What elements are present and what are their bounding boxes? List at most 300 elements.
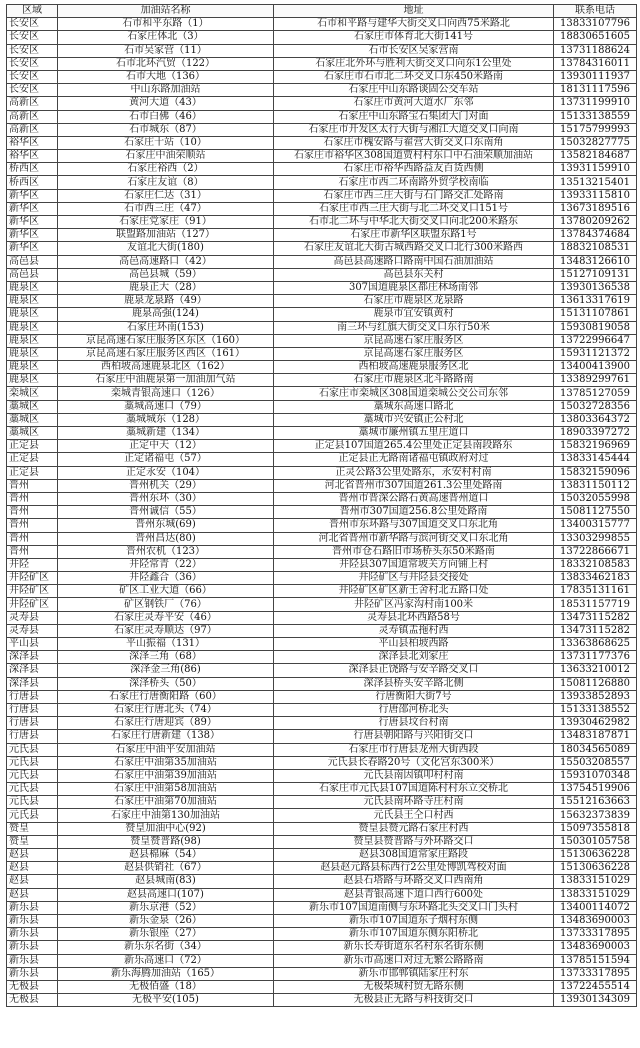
- cell-district: 鹿泉区: [7, 295, 58, 308]
- cell-station-name: 石家庄行唐迎宾（89）: [58, 717, 274, 730]
- cell-phone: 13400413900: [554, 361, 637, 374]
- cell-address: 井陉县307国道常坡关方向铺上村: [274, 558, 554, 571]
- cell-station-name: 石家庄环南(153): [58, 321, 274, 334]
- cell-address: 晋州市晋深公路石黄高速晋州道口: [274, 492, 554, 505]
- cell-district: 晋州: [7, 492, 58, 505]
- gas-station-table-container: [6, 4, 637, 1007]
- cell-station-name: 石家庄中油第70加油站: [58, 796, 274, 809]
- cell-address: 石家庄市石市北二环交叉口东450米路南: [274, 70, 554, 83]
- table-row: [7, 532, 637, 545]
- cell-district: 元氏县: [7, 743, 58, 756]
- cell-district: 元氏县: [7, 769, 58, 782]
- cell-district: 元氏县: [7, 756, 58, 769]
- cell-station-name: 石家庄仁达（31）: [58, 189, 274, 202]
- cell-phone: 13483126610: [554, 255, 637, 268]
- cell-address: 赵县赵元路县标西行2公里处博凯驾校对面: [274, 862, 554, 875]
- cell-address: 井陉矿区与井陉县交接处: [274, 572, 554, 585]
- table-row: [7, 400, 637, 413]
- cell-district: 新华区: [7, 202, 58, 215]
- cell-phone: 13733317895: [554, 967, 637, 980]
- cell-station-name: 深泽金三角(86): [58, 664, 274, 677]
- cell-district: 桥西区: [7, 176, 58, 189]
- cell-station-name: 鹿泉高强(124): [58, 308, 274, 321]
- table-row: [7, 202, 637, 215]
- table-row: [7, 585, 637, 598]
- cell-district: 高新区: [7, 123, 58, 136]
- cell-district: 长安区: [7, 44, 58, 57]
- table-row: [7, 361, 637, 374]
- table-row: [7, 308, 637, 321]
- cell-station-name: 高邑高速路口（42）: [58, 255, 274, 268]
- cell-phone: 15081127550: [554, 506, 637, 519]
- cell-phone: 13613317619: [554, 295, 637, 308]
- table-body: [7, 18, 637, 1007]
- cell-address: 元氏县王仝口村西: [274, 809, 554, 822]
- table-row: [7, 242, 637, 255]
- cell-district: 鹿泉区: [7, 347, 58, 360]
- table-row: [7, 888, 637, 901]
- cell-district: 栾城区: [7, 387, 58, 400]
- cell-address: 晋州市东环路与307国道交叉口东北角: [274, 519, 554, 532]
- cell-phone: 13731177376: [554, 651, 637, 664]
- cell-district: 新华区: [7, 242, 58, 255]
- table-row: [7, 743, 637, 756]
- table-row: [7, 849, 637, 862]
- cell-district: 鹿泉区: [7, 321, 58, 334]
- cell-address: 行唐邵河桥北头: [274, 703, 554, 716]
- cell-district: 藁城区: [7, 400, 58, 413]
- cell-address: 河北省晋州市307国道261.3公里处路南: [274, 479, 554, 492]
- cell-phone: 18531157719: [554, 598, 637, 611]
- header-station-name: 加油站名称: [58, 5, 274, 18]
- cell-station-name: 晋州昌达(80): [58, 532, 274, 545]
- table-row: [7, 123, 637, 136]
- cell-phone: 18830651605: [554, 31, 637, 44]
- cell-address: 灵寿镇盂拖村西: [274, 624, 554, 637]
- cell-district: 新乐县: [7, 901, 58, 914]
- cell-district: 高新区: [7, 110, 58, 123]
- cell-station-name: 石市白佛（46）: [58, 110, 274, 123]
- table-row: [7, 110, 637, 123]
- table-row: [7, 703, 637, 716]
- table-row: [7, 519, 637, 532]
- table-row: [7, 44, 637, 57]
- table-row: [7, 466, 637, 479]
- cell-station-name: 石家庄灵寿顺达（97）: [58, 624, 274, 637]
- cell-address: 行唐衡阳大街7号: [274, 690, 554, 703]
- header-district: 区域: [7, 5, 58, 18]
- table-row: [7, 914, 637, 927]
- cell-station-name: 晋州东环（30）: [58, 492, 274, 505]
- cell-station-name: 石家庄中油鹿泉第一加油加气站: [58, 374, 274, 387]
- table-row: [7, 84, 637, 97]
- cell-station-name: 石市吴家营（11）: [58, 44, 274, 57]
- cell-phone: 18131117596: [554, 84, 637, 97]
- cell-district: 新华区: [7, 216, 58, 229]
- cell-district: 晋州: [7, 532, 58, 545]
- cell-address: 晋州市仓石路旧市场桥头东50米路南: [274, 545, 554, 558]
- cell-phone: 15032055998: [554, 492, 637, 505]
- cell-district: 藁城区: [7, 427, 58, 440]
- cell-address: 行唐县坟台村南: [274, 717, 554, 730]
- cell-phone: 13722455514: [554, 980, 637, 993]
- table-row: [7, 387, 637, 400]
- cell-phone: 13784316011: [554, 57, 637, 70]
- cell-phone: 13400114072: [554, 901, 637, 914]
- cell-phone: 15632373839: [554, 809, 637, 822]
- table-header-row: [7, 5, 637, 18]
- cell-station-name: 京昆高速石家庄服务区西区（161）: [58, 347, 274, 360]
- table-row: [7, 690, 637, 703]
- cell-address: 赵县石塔路与环路交叉口西南角: [274, 875, 554, 888]
- cell-station-name: 无极平安(105): [58, 994, 274, 1007]
- cell-phone: 18832108531: [554, 242, 637, 255]
- table-row: [7, 216, 637, 229]
- cell-address: 高邑县高速路口路南中国石油加油站: [274, 255, 554, 268]
- cell-address: 石市长安区吴家营南: [274, 44, 554, 57]
- cell-address: 正灵公路3公里处路东，永安村村南: [274, 466, 554, 479]
- cell-station-name: 西柏坡高速鹿泉北区（162）: [58, 361, 274, 374]
- cell-district: 新乐县: [7, 941, 58, 954]
- cell-phone: 15032728356: [554, 400, 637, 413]
- cell-district: 深泽县: [7, 651, 58, 664]
- cell-address: 无极柴城村贸无路东侧: [274, 980, 554, 993]
- cell-district: 裕华区: [7, 150, 58, 163]
- gas-station-table: [6, 4, 637, 1007]
- cell-district: 长安区: [7, 18, 58, 31]
- cell-station-name: 赵县供销社（67）: [58, 862, 274, 875]
- table-row: [7, 624, 637, 637]
- cell-station-name: 高邑县城（59）: [58, 268, 274, 281]
- cell-station-name: 石家庄中油平安加油站: [58, 743, 274, 756]
- cell-phone: 13633210012: [554, 664, 637, 677]
- cell-district: 藁城区: [7, 413, 58, 426]
- table-row: [7, 730, 637, 743]
- cell-address: 石家庄市裕华西路益友百货西侧: [274, 163, 554, 176]
- cell-district: 新乐县: [7, 928, 58, 941]
- cell-district: 鹿泉区: [7, 281, 58, 294]
- cell-address: 石家庄中山东路谈固公交车站: [274, 84, 554, 97]
- cell-district: 晋州: [7, 545, 58, 558]
- cell-phone: 13831150112: [554, 479, 637, 492]
- cell-station-name: 无极佰盛（18）: [58, 980, 274, 993]
- cell-phone: 13833145444: [554, 453, 637, 466]
- cell-district: 元氏县: [7, 796, 58, 809]
- cell-station-name: 正定诸福屯（57）: [58, 453, 274, 466]
- header-address: 地址: [274, 5, 554, 18]
- cell-phone: 13833462183: [554, 572, 637, 585]
- cell-station-name: 石家庄中油第58加油站: [58, 783, 274, 796]
- cell-address: 鹿泉市宜安镇黄村: [274, 308, 554, 321]
- cell-district: 井陉矿区: [7, 572, 58, 585]
- cell-station-name: 栾城青银高速口（126）: [58, 387, 274, 400]
- cell-station-name: 藁城城东（128）: [58, 413, 274, 426]
- table-row: [7, 980, 637, 993]
- cell-district: 新乐县: [7, 914, 58, 927]
- cell-station-name: 矿区钢铁厂（76）: [58, 598, 274, 611]
- cell-station-name: 联盟路加油站（127）: [58, 229, 274, 242]
- cell-phone: 13933852893: [554, 690, 637, 703]
- cell-district: 深泽县: [7, 677, 58, 690]
- table-row: [7, 136, 637, 149]
- cell-station-name: 石市城东（87）: [58, 123, 274, 136]
- table-row: [7, 967, 637, 980]
- cell-district: 元氏县: [7, 783, 58, 796]
- cell-address: 石市北二环与中华北大街交叉口向北200米路东: [274, 216, 554, 229]
- table-row: [7, 57, 637, 70]
- cell-phone: 15030105758: [554, 835, 637, 848]
- table-row: [7, 545, 637, 558]
- table-row: [7, 374, 637, 387]
- cell-phone: 13930462982: [554, 717, 637, 730]
- cell-address: 石家庄市新华区联盟东路1号: [274, 229, 554, 242]
- cell-phone: 13722866671: [554, 545, 637, 558]
- table-row: [7, 479, 637, 492]
- cell-phone: 13785127059: [554, 387, 637, 400]
- cell-phone: 13303299855: [554, 532, 637, 545]
- cell-district: 高邑县: [7, 255, 58, 268]
- cell-phone: 15130636228: [554, 862, 637, 875]
- table-row: [7, 70, 637, 83]
- cell-phone: 18034565089: [554, 743, 637, 756]
- cell-district: 正定县: [7, 466, 58, 479]
- cell-address: 石家庄市黄河大道水厂东邻: [274, 97, 554, 110]
- table-row: [7, 268, 637, 281]
- cell-address: 深泽县桥头安辛路北侧: [274, 677, 554, 690]
- cell-address: 正定县正无路南诸福屯镇政府对过: [274, 453, 554, 466]
- table-row: [7, 413, 637, 426]
- cell-station-name: 鹿泉正大（28）: [58, 281, 274, 294]
- cell-address: 石家庄北外环与胜利大街交叉口向东1公里处: [274, 57, 554, 70]
- cell-station-name: 赞皇加油中心(92): [58, 822, 274, 835]
- cell-station-name: 石家庄中油第35加油站: [58, 756, 274, 769]
- table-row: [7, 835, 637, 848]
- cell-station-name: 鹿泉龙泉路（49）: [58, 295, 274, 308]
- cell-address: 石家庄市裕华区308国道贾村村东口中石油荣顺加油站: [274, 150, 554, 163]
- table-row: [7, 677, 637, 690]
- cell-phone: 13930136538: [554, 281, 637, 294]
- table-row: [7, 638, 637, 651]
- cell-phone: 15133138552: [554, 703, 637, 716]
- cell-address: 新乐市107国道东子烟村东侧: [274, 914, 554, 927]
- cell-phone: 15175799993: [554, 123, 637, 136]
- cell-district: 高新区: [7, 97, 58, 110]
- cell-address: 赞皇县赞元路石家庄村西: [274, 822, 554, 835]
- cell-station-name: 石家庄灵寿平安（46）: [58, 611, 274, 624]
- cell-station-name: 新乐金泉（26）: [58, 914, 274, 927]
- table-row: [7, 901, 637, 914]
- cell-station-name: 石家庄体北（3）: [58, 31, 274, 44]
- cell-district: 鹿泉区: [7, 308, 58, 321]
- cell-phone: 13733317895: [554, 928, 637, 941]
- cell-address: 深泽县正饶路与安辛路交叉口: [274, 664, 554, 677]
- cell-station-name: 深泽桥头（50）: [58, 677, 274, 690]
- cell-address: 京昆高速石家庄服务区: [274, 334, 554, 347]
- cell-address: 石家庄市栾城区308国道栾城公交公司东邻: [274, 387, 554, 400]
- cell-station-name: 赵县棉麻（54）: [58, 849, 274, 862]
- cell-district: 赞皇: [7, 835, 58, 848]
- table-row: [7, 862, 637, 875]
- cell-district: 行唐县: [7, 703, 58, 716]
- cell-address: 井陉矿区矿区新王舍村北五路口处: [274, 585, 554, 598]
- table-row: [7, 281, 637, 294]
- cell-station-name: 石市北环汽贸（122）: [58, 57, 274, 70]
- cell-station-name: 新乐东名街（34）: [58, 941, 274, 954]
- table-row: [7, 347, 637, 360]
- cell-station-name: 晋州诚信（55）: [58, 506, 274, 519]
- cell-station-name: 石家庄中油第130加油站: [58, 809, 274, 822]
- cell-district: 井陉: [7, 558, 58, 571]
- cell-address: 赵县青银高速下道口西行600处: [274, 888, 554, 901]
- cell-address: 赵县308国道常家庄路段: [274, 849, 554, 862]
- cell-station-name: 赵县高速口(107): [58, 888, 274, 901]
- cell-station-name: 石家庄十站（10）: [58, 136, 274, 149]
- cell-district: 鹿泉区: [7, 361, 58, 374]
- cell-address: 元氏县南环路寺庄村南: [274, 796, 554, 809]
- cell-station-name: 晋州东城(69): [58, 519, 274, 532]
- cell-district: 高邑县: [7, 268, 58, 281]
- cell-address: 西柏坡高速鹿泉服务区北: [274, 361, 554, 374]
- cell-address: 藁城东高速口路北: [274, 400, 554, 413]
- cell-phone: 15931070348: [554, 769, 637, 782]
- cell-address: 新乐市107国道南侧与东环路北头交叉口门头村: [274, 901, 554, 914]
- cell-phone: 13722996647: [554, 334, 637, 347]
- cell-phone: 13731199910: [554, 97, 637, 110]
- cell-district: 灵寿县: [7, 611, 58, 624]
- cell-station-name: 石家庄行唐北头（74）: [58, 703, 274, 716]
- cell-station-name: 正定永安（104）: [58, 466, 274, 479]
- cell-phone: 13933115810: [554, 189, 637, 202]
- cell-address: 平山县柏坡西路: [274, 638, 554, 651]
- cell-district: 行唐县: [7, 690, 58, 703]
- cell-district: 晋州: [7, 519, 58, 532]
- cell-address: 石家庄市西三庄大街与石门路交汇处路南: [274, 189, 554, 202]
- cell-phone: 13930111937: [554, 70, 637, 83]
- table-row: [7, 31, 637, 44]
- table-row: [7, 611, 637, 624]
- table-row: [7, 334, 637, 347]
- header-phone: 联系电话: [554, 5, 637, 18]
- cell-station-name: 新乐高速口（72）: [58, 954, 274, 967]
- cell-address: 元氏县南因镇叩村村南: [274, 769, 554, 782]
- cell-address: 石家庄中山东路宝石集团大门对面: [274, 110, 554, 123]
- cell-address: 石家庄市鹿泉区龙泉路: [274, 295, 554, 308]
- table-row: [7, 492, 637, 505]
- cell-phone: 13754519906: [554, 783, 637, 796]
- cell-station-name: 石家庄行唐新建（138）: [58, 730, 274, 743]
- cell-district: 新乐县: [7, 967, 58, 980]
- table-row: [7, 941, 637, 954]
- cell-address: 京昆高速石家庄服务区: [274, 347, 554, 360]
- cell-address: 石家庄市元氏县107国道陈村村东立交桥北: [274, 783, 554, 796]
- cell-district: 井陉矿区: [7, 598, 58, 611]
- cell-district: 元氏县: [7, 809, 58, 822]
- cell-district: 赞皇: [7, 822, 58, 835]
- cell-station-name: 石市大地（136）: [58, 70, 274, 83]
- table-row: [7, 822, 637, 835]
- cell-station-name: 正定中天（12）: [58, 440, 274, 453]
- cell-district: 鹿泉区: [7, 374, 58, 387]
- cell-phone: 13833107796: [554, 18, 637, 31]
- cell-station-name: 晋州机关（29）: [58, 479, 274, 492]
- cell-station-name: 新乐银座（27）: [58, 928, 274, 941]
- cell-address: 石家庄市开发区太行大街与湘江大道交叉口向南: [274, 123, 554, 136]
- cell-district: 井陉矿区: [7, 585, 58, 598]
- table-row: [7, 558, 637, 571]
- table-row: [7, 321, 637, 334]
- table-row: [7, 572, 637, 585]
- table-row: [7, 875, 637, 888]
- cell-phone: 13582184687: [554, 150, 637, 163]
- cell-phone: 13803364372: [554, 413, 637, 426]
- cell-station-name: 井陉常青（22）: [58, 558, 274, 571]
- table-row: [7, 769, 637, 782]
- cell-phone: 15130636228: [554, 849, 637, 862]
- table-row: [7, 440, 637, 453]
- table-row: [7, 809, 637, 822]
- cell-phone: 13389299761: [554, 374, 637, 387]
- cell-station-name: 中山东路加油站: [58, 84, 274, 97]
- table-row: [7, 18, 637, 31]
- table-row: [7, 453, 637, 466]
- table-row: [7, 255, 637, 268]
- cell-district: 长安区: [7, 84, 58, 97]
- cell-district: 新华区: [7, 189, 58, 202]
- cell-station-name: 藁城新建（134）: [58, 427, 274, 440]
- cell-phone: 15930819058: [554, 321, 637, 334]
- cell-phone: 15032827775: [554, 136, 637, 149]
- cell-district: 长安区: [7, 31, 58, 44]
- cell-district: 裕华区: [7, 136, 58, 149]
- table-row: [7, 295, 637, 308]
- cell-address: 井陉矿区冯家沟村南100米: [274, 598, 554, 611]
- cell-district: 长安区: [7, 57, 58, 70]
- cell-station-name: 石家庄党家庄（91）: [58, 216, 274, 229]
- cell-district: 无极县: [7, 994, 58, 1007]
- cell-station-name: 赞皇赞普路(98): [58, 835, 274, 848]
- cell-phone: 13483187871: [554, 730, 637, 743]
- cell-station-name: 石市和平东路（1）: [58, 18, 274, 31]
- cell-phone: 18332108583: [554, 558, 637, 571]
- cell-phone: 15131107861: [554, 308, 637, 321]
- cell-phone: 13473115282: [554, 611, 637, 624]
- cell-station-name: 新乐京港（52）: [58, 901, 274, 914]
- cell-district: 行唐县: [7, 717, 58, 730]
- cell-station-name: 藁城高速口（79）: [58, 400, 274, 413]
- table-row: [7, 189, 637, 202]
- cell-phone: 13784374684: [554, 229, 637, 242]
- cell-district: 正定县: [7, 440, 58, 453]
- cell-phone: 13673189516: [554, 202, 637, 215]
- cell-station-name: 石家庄中油荣顺站: [58, 150, 274, 163]
- cell-station-name: 井陉鑫合（36）: [58, 572, 274, 585]
- cell-district: 新华区: [7, 229, 58, 242]
- cell-station-name: 深泽三角（68）: [58, 651, 274, 664]
- cell-address: 灵寿县北环西路58号: [274, 611, 554, 624]
- cell-district: 赵县: [7, 862, 58, 875]
- cell-phone: 13833151029: [554, 875, 637, 888]
- cell-phone: 13513215401: [554, 176, 637, 189]
- cell-phone: 13483690003: [554, 941, 637, 954]
- cell-station-name: 赵县城南(83): [58, 875, 274, 888]
- cell-address: 307国道鹿泉区都庄林场南邻: [274, 281, 554, 294]
- table-row: [7, 651, 637, 664]
- cell-phone: 15832196969: [554, 440, 637, 453]
- cell-district: 赵县: [7, 849, 58, 862]
- cell-district: 无极县: [7, 980, 58, 993]
- cell-phone: 13731188624: [554, 44, 637, 57]
- cell-district: 正定县: [7, 453, 58, 466]
